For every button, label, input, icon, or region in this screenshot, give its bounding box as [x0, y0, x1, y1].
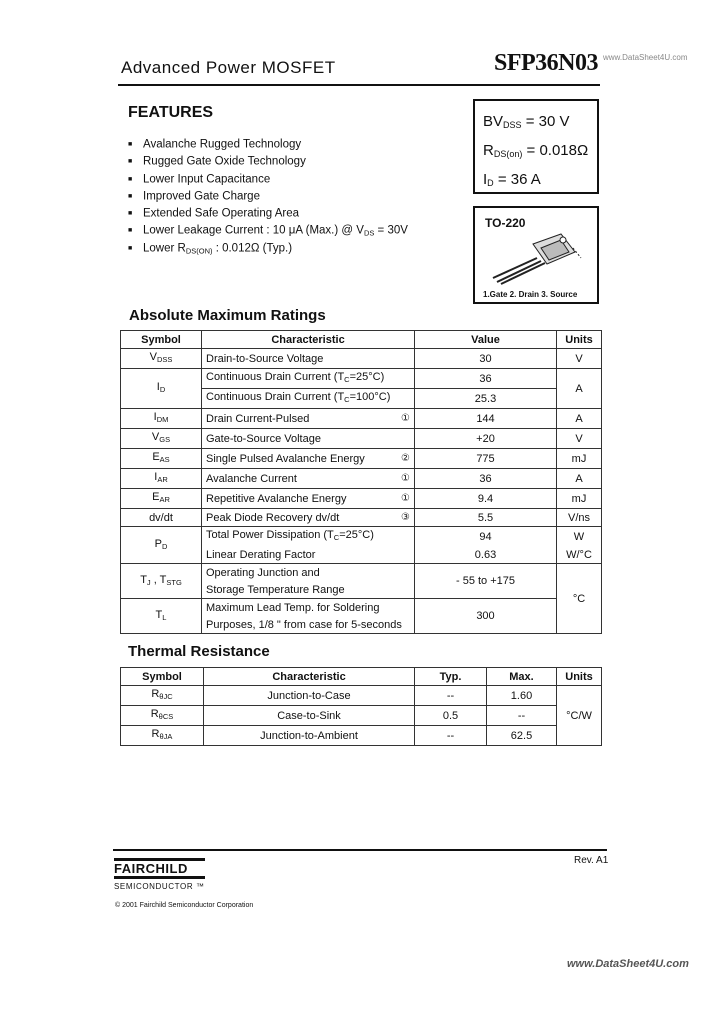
feature-item: ■ Rugged Gate Oxide Technology	[128, 153, 408, 170]
table-row: $T_L$ Maximum Lead Temp. for Soldering 300	[121, 599, 602, 617]
logo-text: FAIRCHILD	[114, 858, 205, 879]
feature-item: ■ Lower $R_{DS(ON)}$ : 0.012Ω (Typ.)	[128, 240, 408, 257]
features-list	[128, 136, 408, 257]
footer-rule	[113, 849, 607, 851]
package-pin-legend: 1.Gate 2. Drain 3. Source	[483, 290, 578, 299]
fairchild-logo	[114, 858, 205, 891]
feature-item: ■ Avalanche Rugged Technology	[128, 136, 408, 153]
watermark-top: www.DataSheet4U.com	[603, 53, 688, 62]
bullet-icon: ■	[128, 175, 133, 183]
document-subtitle: Advanced Power MOSFET	[121, 58, 336, 77]
package-box	[473, 206, 599, 304]
bullet-icon: ■	[128, 210, 133, 218]
spec-id: $I_D = 36$ A	[483, 171, 541, 188]
abs-max-title: Absolute Maximum Ratings	[129, 307, 326, 324]
table-row: $I_{DM}$ Drain Current-Pulsed ① 144 A	[121, 409, 602, 429]
spec-rdson: $R_{DS(on)} = 0.018\Omega$	[483, 142, 589, 159]
table-row: Continuous Drain Current $(T_C=100^\circ C)$ 25.3	[121, 389, 602, 409]
thermal-title: Thermal Resistance	[128, 643, 270, 660]
features-title: FEATURES	[128, 104, 214, 121]
note-marker: ③	[401, 511, 410, 523]
bullet-icon: ■	[128, 141, 133, 148]
table-row: $E_{AR}$ Repetitive Avalanche Energy ① 9.4 mJ	[121, 489, 602, 509]
table-row: $P_D$ Total Power Dissipation $(T_C=25^\circ C)$ 94 W	[121, 527, 602, 547]
bullet-icon: ■	[128, 192, 133, 200]
table-row: dv/dt Peak Diode Recovery dv/dt ③ 5.5 V/ns	[121, 509, 602, 527]
feature-item: ■ Lower Input Capacitance	[128, 171, 408, 188]
logo-subtext: SEMICONDUCTOR ™	[114, 882, 205, 891]
table-row: $V_{GS}$ Gate-to-Source Voltage +20 V	[121, 429, 602, 449]
feature-item: ■ Improved Gate Charge	[128, 188, 408, 205]
spec-bvdss: $BV_{DSS} = 30$ V	[483, 113, 570, 130]
table-row: $V_{DSS}$ Drain-to-Source Voltage 30 V	[121, 349, 602, 369]
feature-item: ■ Lower Leakage Current : 10 μA (Max.) @ $V_{DS} = 30V$	[128, 222, 408, 239]
table-row: Linear Derating Factor 0.63 W/°C	[121, 546, 602, 564]
table-header-row: Symbol Characteristic Value Units	[121, 331, 602, 349]
table-row: $R_{\theta CS}$ Case-to-Sink 0.5 --	[121, 706, 602, 726]
table-row: $E_{AS}$ Single Pulsed Avalanche Energy ② 775 mJ	[121, 449, 602, 469]
note-marker: ②	[401, 452, 410, 464]
note-marker: ①	[401, 412, 410, 424]
table-row: $R_{\theta JA}$ Junction-to-Ambient -- 62.5	[121, 726, 602, 746]
table-row: Purposes, 1/8 " from case for 5-seconds	[121, 616, 602, 634]
feature-item: ■ Extended Safe Operating Area	[128, 205, 408, 222]
bullet-icon: ■	[128, 244, 133, 252]
table-row: Storage Temperature Range	[121, 581, 602, 599]
revision-label: Rev. A1	[574, 855, 609, 866]
table-row: $T_J$ , $T_{STG}$ Operating Junction and - 55 to +175 °C	[121, 564, 602, 582]
thermal-table	[120, 667, 602, 746]
watermark-bottom: www.DataSheet4U.com	[567, 958, 689, 970]
bullet-icon: ■	[128, 158, 133, 166]
to220-package-icon	[485, 226, 589, 288]
table-header-row: Symbol Characteristic Typ. Max. Units	[121, 668, 602, 686]
copyright-text: © 2001 Fairchild Semiconductor Corporation	[115, 902, 254, 909]
package-name: TO-220	[485, 216, 526, 230]
abs-max-table	[120, 330, 602, 634]
note-marker: ①	[401, 492, 410, 504]
table-row: $R_{\theta JC}$ Junction-to-Case -- 1.60 °C/W	[121, 686, 602, 706]
header-rule	[118, 84, 600, 86]
note-marker: ①	[401, 472, 410, 484]
table-row: $I_D$ Continuous Drain Current $(T_C=25^\circ C)$ 36 A	[121, 369, 602, 389]
bullet-icon: ■	[128, 227, 133, 235]
table-row: $I_{AR}$ Avalanche Current ① 36 A	[121, 469, 602, 489]
key-specs-box	[473, 99, 599, 194]
part-number: SFP36N03	[494, 50, 598, 76]
